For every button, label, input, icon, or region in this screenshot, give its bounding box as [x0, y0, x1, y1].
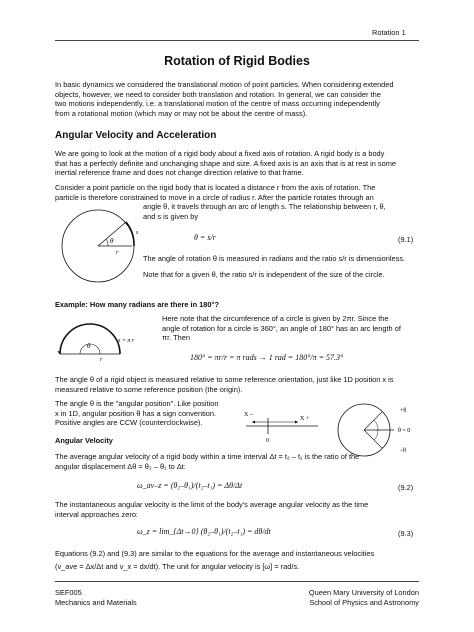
text-line: (v_ave = Δx/Δt and v_x = dx/dt). The unit for angular velocity is [ω] = rad/s.: [55, 561, 300, 571]
text-line: objects, however, we need to consider both translation and rotation. In general, we can consider the: [55, 89, 381, 99]
arc-label: s = π r: [118, 338, 135, 344]
reference-paragraph: [55, 375, 425, 394]
section-paragraph-2: [55, 183, 425, 202]
arc-label: s: [136, 230, 139, 236]
text-line: inertial reference frame and does not change direction relative to that frame.: [55, 168, 304, 178]
radius-label: r: [116, 250, 119, 256]
text-line: In basic dynamics we considered the translational motion of point particles. When considering extended: [55, 80, 394, 89]
course-code: SEF005: [55, 588, 82, 597]
equation-9-1: θ = s/r: [194, 233, 216, 242]
equation-number-9-1: (9.1): [398, 235, 414, 244]
text-line: The average angular velocity of a rigid body within a time interval Δt = t₂ – t₁ is the ratio of the: [55, 452, 360, 461]
text-line: πr. Then: [162, 333, 190, 343]
minus-theta-label: –θ: [400, 448, 406, 454]
header-rule: [55, 40, 419, 41]
footer-left: [55, 588, 137, 607]
text-line: that has a perfectly definite and unchanging shape and size. A fixed axis is an axis that is at rest in some: [55, 158, 396, 168]
school-name: School of Physics and Astronomy: [309, 597, 419, 607]
text-line: Note that for a given θ, the ratio s/r is independent of the size of the circle.: [143, 269, 385, 279]
angular-velocity-paragraph-1: [55, 452, 425, 471]
subsection-heading: Angular Velocity: [55, 436, 113, 445]
page-title: Rotation of Rigid Bodies: [164, 54, 310, 68]
intro-paragraph: [55, 80, 425, 118]
footer-rule: [55, 581, 419, 582]
semicircle-diagram: [56, 318, 142, 362]
text-line: particle is therefore constrained to move in a circle of radius r. After the particle rotates through an: [55, 192, 374, 202]
angular-position-paragraph: [55, 399, 235, 428]
text-line: x in 1D, angular position θ has a sign convention.: [55, 408, 217, 418]
page-label: Rotation 1: [372, 28, 406, 37]
university-name: Queen Mary University of London: [308, 588, 419, 597]
text-line: interval approaches zero:: [55, 509, 138, 519]
angular-velocity-paragraph-3: [55, 549, 425, 571]
section-paragraph-3: [143, 254, 433, 279]
text-line: Here note that the circumference of a circle is given by 2πr. Since the: [162, 314, 389, 323]
text-line: We are going to look at the motion of a rigid body about a fixed axis of rotation. A rigid body is a body: [55, 149, 385, 158]
x-minus-label: X –: [244, 412, 253, 418]
x-plus-label: X +: [300, 416, 310, 422]
angular-velocity-paragraph-2: [55, 500, 425, 519]
linear-axis-diagram: [238, 404, 326, 444]
theta-label: θ: [87, 342, 91, 350]
text-line: and s is given by: [143, 211, 199, 221]
text-line: The angle of rotation θ is measured in radians and the ratio s/r is dimensionless.: [143, 254, 406, 263]
equation-number-9-3: (9.3): [398, 529, 414, 538]
course-name: Mechanics and Materials: [55, 597, 137, 607]
circle-diagram: [52, 206, 144, 286]
footer-right: [283, 588, 419, 607]
section-paragraph-2-cont: [143, 202, 386, 221]
text-line: Positive angles are CCW (counterclockwise).: [55, 418, 203, 428]
text-line: angle θ, it travels through an arc of length s. The relationship between r, θ,: [143, 202, 386, 211]
equation-radian: 180° = πr/r = π rads → 1 rad = 180°/π = 57.3°: [190, 353, 344, 362]
text-line: measured relative to some reference position (the origin).: [55, 384, 243, 394]
theta-label: θ: [110, 237, 114, 245]
text-line: two motions independently, i.e. a translational motion of the centre of mass occurring independently: [55, 99, 380, 109]
text-line: The angle θ is the "angular position". Like position: [55, 399, 219, 408]
text-line: The instantaneous angular velocity is the limit of the body's average angular velocity as the time: [55, 500, 369, 509]
text-line: angle of rotation for a circle is 360°, an angle of 180° has an arc length of: [162, 323, 401, 333]
radius-label: r: [100, 357, 103, 362]
text-line: Consider a point particle on the rigid body that is located a distance r from the axis of rotation. The: [55, 183, 376, 192]
section-heading: Angular Velocity and Acceleration: [55, 130, 217, 141]
text-line: from a rotational motion (which may or may not be about the centre of mass).: [55, 108, 308, 118]
equation-9-2: ω_av–z = (θ₂–θ₁)/(t₂–t₁) = Δθ/Δt: [137, 481, 243, 490]
example-heading: Example: How many radians are there in 180°?: [55, 300, 219, 309]
plus-theta-label: +θ: [400, 408, 407, 414]
equation-number-9-2: (9.2): [398, 483, 414, 492]
equation-9-3: ω_z = lim_{Δt→0} (θ₂–θ₁)/(t₂–t₁) = dθ/dt: [137, 527, 271, 536]
text-line: Equations (9.2) and (9.3) are similar to the equations for the average and instantaneous velocities: [55, 549, 375, 558]
section-paragraph-1: [55, 149, 425, 178]
text-line: angular displacement Δθ = θ₂ – θ₁ to Δt:: [55, 461, 186, 471]
origin-label: 0: [266, 438, 269, 444]
example-text: [162, 314, 432, 343]
text-line: The angle θ of a rigid object is measured relative to some reference orientation, just like 1D position x is: [55, 375, 394, 384]
zero-theta-label: θ = 0: [398, 428, 411, 434]
